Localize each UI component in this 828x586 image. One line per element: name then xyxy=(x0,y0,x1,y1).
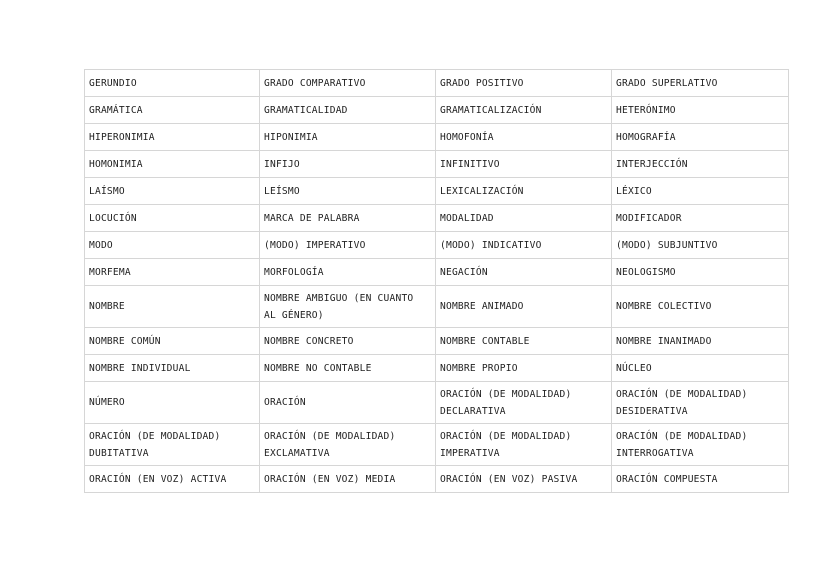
table-cell: ORACIÓN (DE MODALIDAD) EXCLAMATIVA xyxy=(260,424,436,466)
table-cell: ORACIÓN (DE MODALIDAD) DESIDERATIVA xyxy=(612,382,789,424)
table-row xyxy=(85,355,789,382)
table-cell: GRADO POSITIVO xyxy=(436,70,612,97)
table-row xyxy=(85,178,789,205)
table-row xyxy=(85,97,789,124)
table-cell: (MODO) SUBJUNTIVO xyxy=(612,232,789,259)
table-cell: ORACIÓN xyxy=(260,382,436,424)
table-cell: ORACIÓN (EN VOZ) ACTIVA xyxy=(85,466,260,493)
table-cell: MODIFICADOR xyxy=(612,205,789,232)
table-cell: MARCA DE PALABRA xyxy=(260,205,436,232)
table-cell: NOMBRE INANIMADO xyxy=(612,328,789,355)
table-cell: GRADO SUPERLATIVO xyxy=(612,70,789,97)
table-cell: LÉXICO xyxy=(612,178,789,205)
table-cell: GRADO COMPARATIVO xyxy=(260,70,436,97)
terms-table xyxy=(84,69,789,493)
table-row xyxy=(85,259,789,286)
table-cell: NÚCLEO xyxy=(612,355,789,382)
table-cell: ORACIÓN (DE MODALIDAD) DUBITATIVA xyxy=(85,424,260,466)
table-row xyxy=(85,466,789,493)
table-cell: GRAMÁTICA xyxy=(85,97,260,124)
table-cell: INFINITIVO xyxy=(436,151,612,178)
table-cell: NOMBRE COMÚN xyxy=(85,328,260,355)
table-cell: HETERÓNIMO xyxy=(612,97,789,124)
table-cell: HIPONIMIA xyxy=(260,124,436,151)
table-cell: (MODO) IMPERATIVO xyxy=(260,232,436,259)
table-cell: NOMBRE NO CONTABLE xyxy=(260,355,436,382)
table-cell: LEÍSMO xyxy=(260,178,436,205)
table-cell: HOMOFONÍA xyxy=(436,124,612,151)
table-cell: MORFEMA xyxy=(85,259,260,286)
table-cell: MODO xyxy=(85,232,260,259)
table-cell: ORACIÓN (EN VOZ) MEDIA xyxy=(260,466,436,493)
table-row xyxy=(85,382,789,424)
table-cell: NOMBRE ANIMADO xyxy=(436,286,612,328)
table-cell: LOCUCIÓN xyxy=(85,205,260,232)
table-cell: GERUNDIO xyxy=(85,70,260,97)
table-cell: HIPERONIMIA xyxy=(85,124,260,151)
table-cell: HOMONIMIA xyxy=(85,151,260,178)
table-cell: NOMBRE CONCRETO xyxy=(260,328,436,355)
table-cell: ORACIÓN (DE MODALIDAD) DECLARATIVA xyxy=(436,382,612,424)
table-row xyxy=(85,151,789,178)
table-cell: INTERJECCIÓN xyxy=(612,151,789,178)
table-cell: GRAMATICALIDAD xyxy=(260,97,436,124)
table-cell: ORACIÓN COMPUESTA xyxy=(612,466,789,493)
table-cell: NEOLOGISMO xyxy=(612,259,789,286)
table-cell: NEGACIÓN xyxy=(436,259,612,286)
table-cell: GRAMATICALIZACIÓN xyxy=(436,97,612,124)
table-cell: NOMBRE COLECTIVO xyxy=(612,286,789,328)
table-cell: ORACIÓN (EN VOZ) PASIVA xyxy=(436,466,612,493)
table-cell: NOMBRE PROPIO xyxy=(436,355,612,382)
table-cell: ORACIÓN (DE MODALIDAD) INTERROGATIVA xyxy=(612,424,789,466)
table-cell: NOMBRE AMBIGUO (EN CUANTO AL GÉNERO) xyxy=(260,286,436,328)
table-cell: NOMBRE CONTABLE xyxy=(436,328,612,355)
table-cell: MODALIDAD xyxy=(436,205,612,232)
table-cell: NOMBRE INDIVIDUAL xyxy=(85,355,260,382)
table-row xyxy=(85,286,789,328)
table-cell: HOMOGRAFÍA xyxy=(612,124,789,151)
table-cell: INFIJO xyxy=(260,151,436,178)
table-row xyxy=(85,124,789,151)
table-cell: MORFOLOGÍA xyxy=(260,259,436,286)
table-cell: (MODO) INDICATIVO xyxy=(436,232,612,259)
table-cell: ORACIÓN (DE MODALIDAD) IMPERATIVA xyxy=(436,424,612,466)
table-cell: NOMBRE xyxy=(85,286,260,328)
table-row xyxy=(85,205,789,232)
table-row xyxy=(85,70,789,97)
table-cell: LEXICALIZACIÓN xyxy=(436,178,612,205)
table-cell: LAÍSMO xyxy=(85,178,260,205)
table-cell: NÚMERO xyxy=(85,382,260,424)
table-row xyxy=(85,424,789,466)
table-row xyxy=(85,232,789,259)
table-row xyxy=(85,328,789,355)
